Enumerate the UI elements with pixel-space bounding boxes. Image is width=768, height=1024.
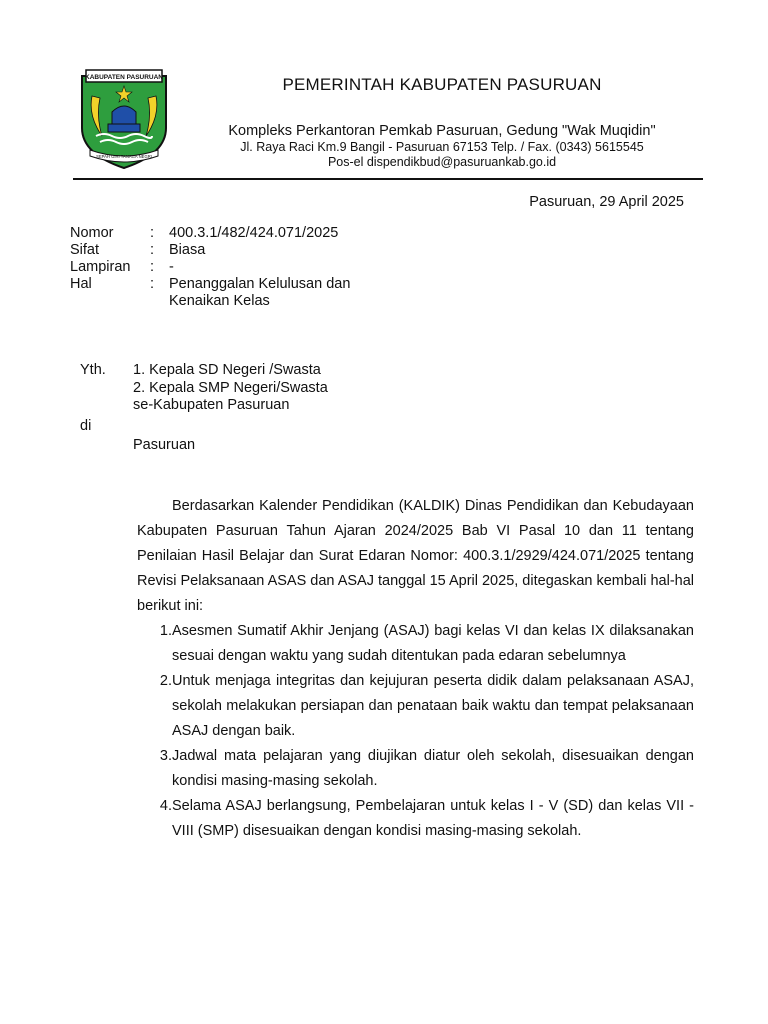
list-item-text: Jadwal mata pelajaran yang diujikan diatur oleh sekolah, disesuaikan dengan kondisi masing-masing sekolah.	[172, 748, 694, 789]
meta-value: -	[169, 259, 174, 275]
letter-meta-block	[70, 225, 399, 310]
body-numbered-list	[137, 619, 694, 844]
list-item	[137, 669, 694, 744]
meta-colon: :	[150, 276, 155, 292]
meta-label: Lampiran	[70, 259, 131, 275]
letterhead-address-line-1: Kompleks Perkantoran Pemkab Pasuruan, Gedung "Wak Muqidin"	[228, 123, 656, 139]
body-intro-paragraph: Berdasarkan Kalender Pendidikan (KALDIK) Dinas Pendidikan dan Kebudayaan Kabupaten Pasuruan Tahun Ajaran 2024/2025 Bab VI Pasal 10 dan 11 tentang Penilaian Hasil Belajar dan Surat Edaran Nomor: 400.3.1/2929/424.071/2025 tentang Revisi Pelaksanaan ASAS dan ASAJ tanggal 15 April 2025, ditegaskan kembali hal-hal berikut ini:	[137, 498, 694, 614]
meta-row-nomor	[70, 225, 399, 242]
di-label: di	[80, 417, 92, 434]
list-item-number: 2.	[159, 673, 172, 689]
letterhead-divider	[73, 178, 703, 180]
meta-value: 400.3.1/482/424.071/2025	[169, 225, 339, 241]
meta-value: Biasa	[169, 242, 206, 258]
addressee-line-3: se-Kabupaten Pasuruan	[133, 397, 290, 413]
meta-value: Penanggalan Kelulusan dan Kenaikan Kelas	[169, 276, 351, 309]
addressee-line-1: 1. Kepala SD Negeri /Swasta	[133, 362, 321, 378]
emblem-banner-text: KABUPATEN PASURUAN	[85, 74, 163, 81]
meta-row-lampiran	[70, 259, 399, 276]
addressee-row	[80, 418, 328, 436]
letterhead-title: PEMERINTAH KABUPATEN PASURUAN	[282, 75, 602, 94]
letterhead-email-line: Pos-el dispendikbud@pasuruankab.go.id	[327, 155, 557, 169]
spacer	[80, 437, 133, 455]
meta-label: Nomor	[70, 225, 114, 241]
letterhead-address-line-2: Jl. Raya Raci Km.9 Bangil - Pasuruan 67153 Telp. / Fax. (0343) 5615545	[240, 140, 644, 154]
addressee-row	[80, 380, 328, 398]
meta-colon: :	[150, 225, 155, 241]
list-item-text: Selama ASAJ berlangsung, Pembelajaran untuk kelas I - V (SD) dan kelas VII - VIII (SMP) disesuaikan dengan kondisi masing-masing sekolah.	[172, 798, 694, 839]
list-item-number: 4.	[159, 798, 172, 814]
meta-colon: :	[150, 259, 155, 275]
spacer	[80, 397, 133, 415]
meta-colon: :	[150, 242, 155, 258]
list-item	[137, 619, 694, 669]
addressee-row	[80, 397, 328, 415]
list-item-text: Untuk menjaga integritas dan kejujuran peserta didik dalam pelaksanaan ASAJ, sekolah melakukan persiapan dan penataan baik waktu dan tempat pelaksanaan ASAJ dengan baik.	[172, 673, 694, 739]
addressee-place: Pasuruan	[133, 437, 196, 453]
letter-body	[137, 494, 694, 844]
meta-label: Sifat	[70, 242, 100, 258]
list-item-number: 1.	[159, 623, 172, 639]
addressee-row	[80, 437, 328, 455]
addressee-row	[80, 362, 328, 380]
addressee-line-2: 2. Kepala SMP Negeri/Swasta	[133, 379, 328, 396]
yth-label: Yth.	[80, 362, 106, 378]
list-item-number: 3.	[159, 748, 172, 764]
list-item-text: Asesmen Sumatif Akhir Jenjang (ASAJ) bagi kelas VI dan kelas IX dilaksanakan sesuai dengan waktu yang sudah ditentukan pada edaran sebelumnya	[172, 623, 694, 664]
meta-row-hal	[70, 276, 399, 310]
meta-label: Hal	[70, 276, 92, 292]
meta-row-sifat	[70, 242, 399, 259]
spacer	[80, 380, 133, 398]
letter-date: Pasuruan, 29 April 2025	[529, 194, 684, 210]
addressee-block	[80, 362, 328, 455]
list-item	[137, 794, 694, 844]
emblem-motto-text: SEPAH GIRI TANAGA NEGRI	[96, 154, 152, 159]
list-item	[137, 744, 694, 794]
